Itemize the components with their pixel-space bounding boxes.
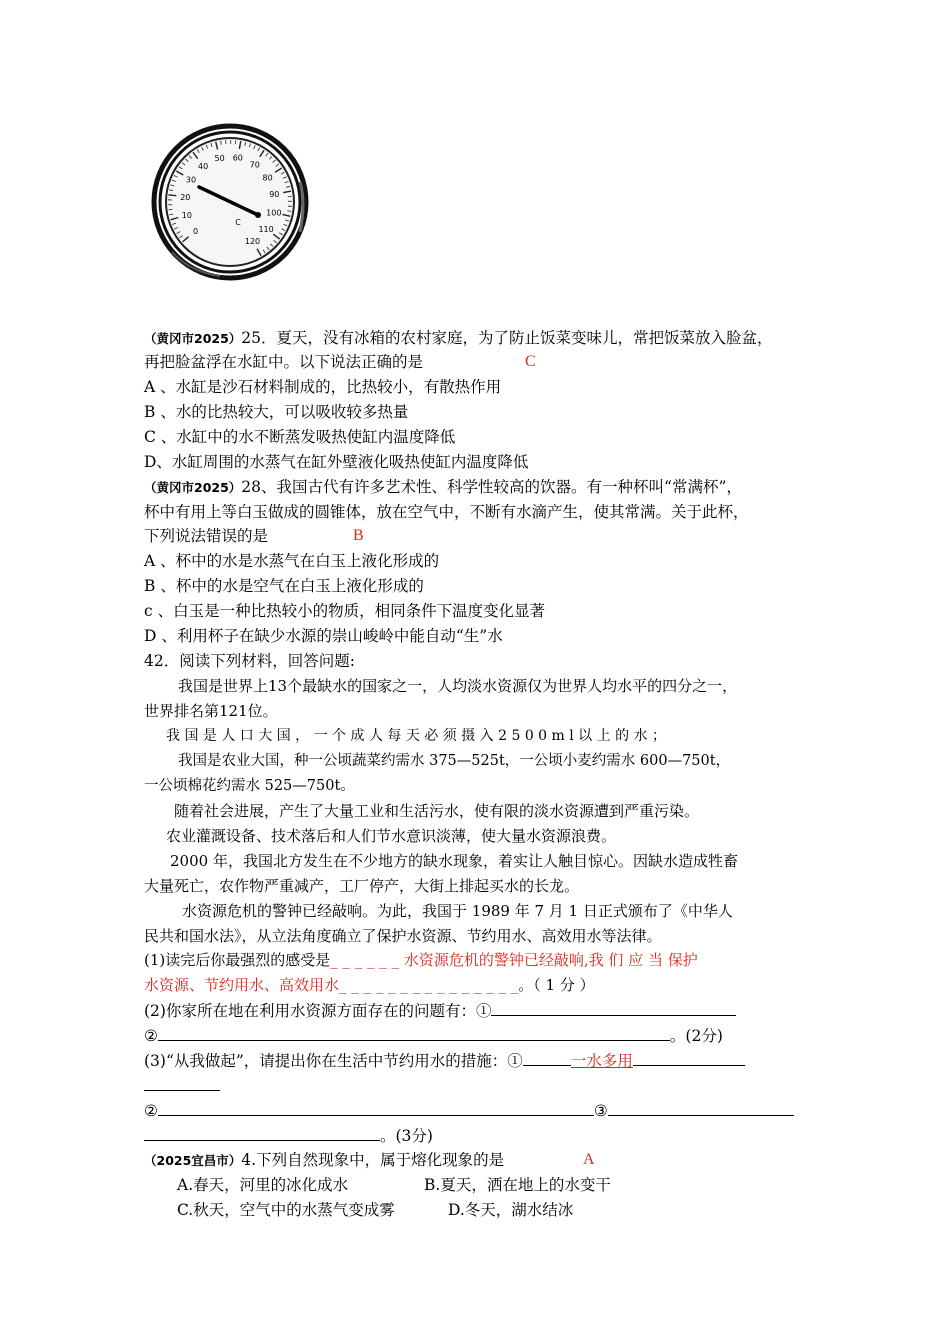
gauge-needle-tip bbox=[255, 212, 261, 218]
q42-sub2-blank2[interactable] bbox=[158, 1025, 670, 1041]
q42-sub3-line3: 。(3分) bbox=[144, 1125, 433, 1146]
q42-para3-line2: 一公顷棉花约需水 525—750t。 bbox=[144, 778, 355, 794]
gauge-tick bbox=[168, 195, 176, 196]
q42-sub1-blank1: _ _ _ _ _ _ bbox=[330, 951, 400, 969]
q4-option-c: C.秋天，空气中的水蒸气变成雾 bbox=[177, 1201, 395, 1219]
gauge-tick-label: 80 bbox=[262, 173, 273, 183]
gauge-tick-label: 110 bbox=[258, 224, 274, 234]
q42-para7-line2: 民共和国水法》，从立法角度确立了保护水资源、节约用水、高效用水等法律。 bbox=[144, 927, 662, 945]
q4-option-d: D.冬天，湖水结冰 bbox=[448, 1201, 574, 1219]
q42-sub3-blank3[interactable] bbox=[608, 1100, 794, 1116]
gauge-tick-label: 60 bbox=[232, 153, 243, 163]
q28-stem-line1: （黄冈市2025）28、我国古代有许多艺术性、科学性较高的饮器。有一种杯叫“常满杯”， bbox=[144, 478, 742, 496]
q42-para6-line1: 2000 年，我国北方发生在不少地方的缺水现象，着实让人触目惊心。因缺水造成牲畜 bbox=[170, 852, 738, 870]
gauge-tick-label: 120 bbox=[244, 236, 261, 246]
gauge-tick-label: 20 bbox=[180, 192, 191, 202]
q28-option-c: c 、白玉是一种比热较小的物质，相同条件下温度变化显著 bbox=[144, 602, 546, 620]
q4-answer: A bbox=[583, 1151, 595, 1168]
q28-stem-line2: 杯中有用上等白玉做成的圆锥体，放在空气中，不断有水滴产生，使其常满。关于此杯， bbox=[144, 503, 749, 521]
q4-stem: （2025宜昌市）4.下列自然现象中，属于熔化现象的是 bbox=[144, 1151, 505, 1169]
gauge-tick-label: 10 bbox=[181, 210, 192, 220]
q42-sub1-line2: 水资源、节约用水、高效用水_ _ _ _ _ _ _ _ _ _ _ _ _ _ _。（ 1 分 ） bbox=[144, 976, 595, 994]
q28-stem-line3: 下列说法错误的是 bbox=[144, 527, 269, 545]
q42-para4: 随着社会进展，产生了大量工业和生活污水，使有限的淡水资源遭到严重污染。 bbox=[174, 802, 700, 820]
q42-para6-line2: 大量死亡，农作物严重减产，工厂停产，大街上排起买水的长龙。 bbox=[144, 877, 580, 895]
q28-answer: B bbox=[353, 527, 364, 544]
q42-sub2-line2: ② 。(2分) bbox=[144, 1027, 723, 1045]
q42-para5: 农业灌溉设备、技术落后和人们节水意识淡薄，使大量水资源浪费。 bbox=[166, 827, 617, 845]
gauge-tick-label: 70 bbox=[249, 160, 260, 170]
gauge-unit-label: C bbox=[235, 218, 241, 227]
q25-answer: C bbox=[525, 353, 536, 370]
q42-para7-line1: 水资源危机的警钟已经敲响。为此，我国于 1989 年 7 月 1 日正式颁布了《中华人 bbox=[182, 902, 733, 920]
q28-option-a: A 、杯中的水是水蒸气在白玉上液化形成的 bbox=[144, 552, 440, 570]
gauge-tick-label: 90 bbox=[269, 190, 280, 200]
q42-sub3-blank1-tail[interactable] bbox=[633, 1050, 745, 1066]
q4-source: （2025宜昌市） bbox=[144, 1153, 242, 1168]
q42-sub3-line2: ② ③ bbox=[144, 1100, 794, 1121]
q42-sub2-blank1[interactable] bbox=[491, 1000, 736, 1016]
q25-stem-line2: 再把脸盆浮在水缸中。以下说法正确的是 bbox=[144, 353, 424, 371]
q25-option-b: B 、水的比热较大，可以吸收较多热量 bbox=[144, 403, 409, 421]
thermometer-dial-image bbox=[150, 122, 310, 282]
q42-sub3-blank1-wrap[interactable] bbox=[144, 1075, 220, 1091]
gauge-tick-label: 50 bbox=[214, 154, 225, 164]
q25-stem-line1: （黄冈市2025）25．夏天，没有冰箱的农村家庭，为了防止饭菜变味儿，常把饭菜放入脸盆， bbox=[144, 329, 773, 347]
q42-sub3-blank3-wrap[interactable] bbox=[144, 1125, 380, 1141]
q25-option-d: D、水缸周围的水蒸气在缸外壁液化吸热使缸内温度降低 bbox=[144, 453, 529, 471]
q25-option-a: A 、水缸是沙石材料制成的，比热较小，有散热作用 bbox=[144, 378, 502, 396]
q25-option-c: C 、水缸中的水不断蒸发吸热使缸内温度降低 bbox=[144, 428, 456, 446]
q42-sub1-line1: (1)读完后你最强烈的感受是_ _ _ _ _ _ 水资源危机的警钟已经敲响,我 们 应 当 保护 bbox=[144, 951, 698, 969]
q42-para2: 我 国 是 人 口 大 国 ， 一 个 成 人 每 天 必 须 摄 入 2 5 0 0 m l 以 上 的 水 ； bbox=[166, 728, 666, 744]
gauge-tick-label: 100 bbox=[266, 208, 282, 218]
q42-sub3-blank2[interactable] bbox=[158, 1100, 594, 1116]
q42-title: 42．阅读下列材料，回答问题: bbox=[144, 652, 355, 670]
q4-option-b: B.夏天，洒在地上的水变干 bbox=[424, 1176, 611, 1194]
q4-option-a: A.春天，河里的冰化成水 bbox=[177, 1176, 349, 1194]
q42-sub3-line1: (3)“从我做起”，请提出你在生活中节约用水的措施：① 一水多用 bbox=[144, 1050, 745, 1071]
q42-para3-line1: 我国是农业大国，种一公顷蔬菜约需水 375—525t，一公顷小麦约需水 600—750t， bbox=[178, 753, 731, 769]
q42-sub1-answer-part2: 水资源、节约用水、高效用水 bbox=[144, 976, 340, 994]
q42-para1-line2: 世界排名第121位。 bbox=[144, 702, 278, 720]
q42-sub1-blank2: _ _ _ _ _ _ _ _ _ _ _ _ _ _ _ bbox=[339, 976, 519, 994]
q28-option-d: D 、利用杯子在缺少水源的崇山峻岭中能自动“生”水 bbox=[144, 627, 503, 645]
q28-source: （黄冈市2025） bbox=[144, 480, 242, 495]
q42-sub3-answer: 一水多用 bbox=[570, 1052, 633, 1070]
gauge-tick-label: 30 bbox=[185, 175, 197, 185]
q42-para1-line1: 我国是世界上13个最缺水的国家之一，人均淡水资源仅为世界人均水平的四分之一， bbox=[178, 677, 738, 695]
gauge-tick-label: 40 bbox=[198, 161, 209, 171]
q25-source: （黄冈市2025） bbox=[144, 331, 242, 346]
q42-sub2-line1: (2)你家所在地在利用水资源方面存在的问题有：① bbox=[144, 1000, 736, 1021]
q42-sub1-answer-part1: 水资源危机的警钟已经敲响,我 们 应 当 保护 bbox=[403, 951, 698, 969]
gauge-tick-label: 0 bbox=[192, 226, 199, 236]
gauge-tick bbox=[169, 209, 173, 210]
q42-sub3-line1-continued bbox=[144, 1075, 220, 1096]
q42-sub3-blank1-lead[interactable] bbox=[523, 1050, 571, 1066]
q28-option-b: B 、杯中的水是空气在白玉上液化形成的 bbox=[144, 577, 424, 595]
